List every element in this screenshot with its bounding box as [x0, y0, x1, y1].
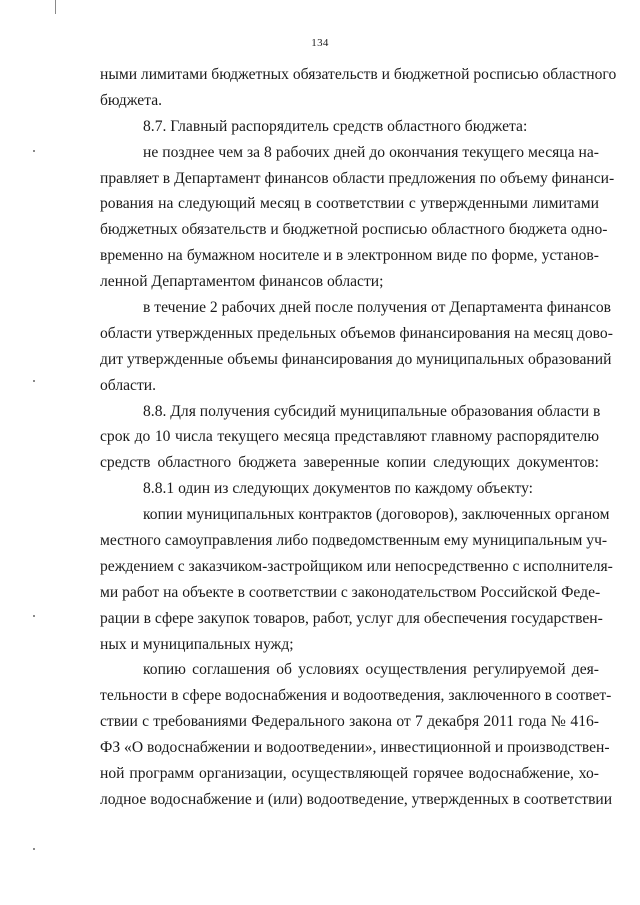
text-line: бюджетных обязательств и бюджетной росписью областного бюджета одно- — [100, 221, 608, 239]
text-line: ми работ на объекте в соответствии с законодательством Российской Феде- — [100, 583, 601, 601]
scan-mark-left-1 — [33, 150, 35, 152]
text-line: срок до 10 числа текущего месяца представляют главному распорядителю — [100, 428, 599, 446]
scan-mark-top — [55, 0, 56, 14]
text-line: копию соглашения об условиях осуществления регулируемой дея- — [143, 661, 599, 679]
text-line: ствии с требованиями Федерального закона от 7 декабря 2011 года № 416- — [100, 713, 599, 731]
scan-mark-left-4 — [33, 848, 35, 850]
body-text — [100, 62, 617, 813]
text-line: реждением с заказчиком-застройщиком или непосредственно с исполнителя- — [100, 557, 613, 575]
text-line: дит утвержденные объемы финансирования до муниципальных образований — [100, 350, 612, 368]
text-line: области. — [100, 376, 157, 394]
text-line: области утвержденных предельных объемов финансирования на месяц дово- — [100, 324, 613, 342]
text-line: правляет в Департамент финансов области предложения по объему финанси- — [100, 169, 615, 187]
text-line: тельности в сфере водоснабжения и водоотведения, заключенного в соответ- — [100, 687, 612, 705]
text-line: копии муниципальных контрактов (договоров), заключенных органом — [143, 506, 610, 524]
text-line: ной программ организации, осуществляющей горячее водоснабжение, хо- — [100, 765, 599, 783]
text-line: 8.7. Главный распорядитель средств областного бюджета: — [143, 117, 528, 135]
text-line: лодное водоснабжение и (или) водоотведение, утвержденных в соответствии — [100, 790, 613, 808]
page-number: 134 — [311, 37, 329, 49]
text-line: ных и муниципальных нужд; — [100, 635, 294, 653]
text-line: средств областного бюджета заверенные копии следующих документов: — [100, 454, 599, 472]
scan-mark-left-3 — [33, 615, 35, 617]
text-line: ными лимитами бюджетных обязательств и бюджетной росписью областного — [100, 66, 617, 83]
text-line: 8.8. Для получения субсидий муниципальные образования области в — [143, 402, 601, 420]
text-line: не позднее чем за 8 рабочих дней до окончания текущего месяца на- — [143, 143, 599, 161]
text-line: временно на бумажном носителе и в электронном виде по форме, установ- — [100, 247, 599, 265]
text-line: ленной Департаментом финансов области; — [100, 273, 384, 291]
text-line: в течение 2 рабочих дней после получения от Департамента финансов — [143, 299, 611, 317]
text-line: рования на следующий месяц в соответствии с утвержденными лимитами — [100, 195, 599, 213]
text-line: бюджета. — [100, 91, 163, 109]
text-line: 8.8.1 один из следующих документов по каждому объекту: — [143, 480, 533, 498]
text-line: местного самоуправления либо подведомственным ему муниципальным уч- — [100, 532, 608, 550]
text-line: рации в сфере закупок товаров, работ, услуг для обеспечения государствен- — [100, 609, 603, 627]
text-line: ФЗ «О водоснабжении и водоотведении», инвестиционной и производствен- — [100, 739, 610, 757]
scan-mark-left-2 — [33, 380, 35, 382]
